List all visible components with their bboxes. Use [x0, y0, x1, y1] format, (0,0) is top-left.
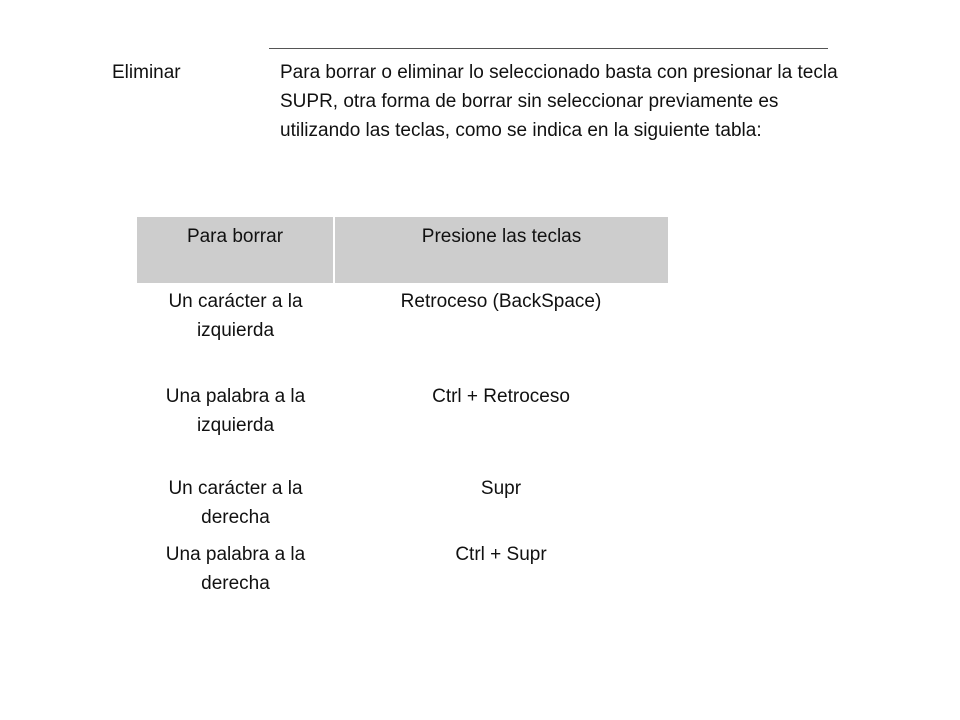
cell-keys: Supr [480, 478, 522, 499]
table-header-row [137, 217, 668, 283]
definition-text: Para borrar o eliminar lo seleccionado basta con presionar la tecla SUPR, otra forma de borrar sin seleccionar previamente es utilizando las teclas, como se indica en la siguiente tabla: [280, 62, 838, 141]
table-row [137, 283, 668, 378]
cell-keys: Ctrl + Retroceso [432, 386, 570, 407]
cell-action: Un carácter a la izquierda [168, 291, 303, 341]
delete-keys-table [137, 217, 668, 606]
table-row [137, 470, 668, 536]
cell-action: Un carácter a la derecha [168, 478, 303, 528]
header-presione-teclas: Presione las teclas [334, 217, 668, 283]
table-row [137, 378, 668, 470]
cell-action: Una palabra a la izquierda [165, 386, 306, 436]
top-divider-line [269, 48, 828, 49]
table-row [137, 536, 668, 606]
header-para-borrar: Para borrar [137, 217, 334, 283]
term-label: Eliminar [112, 62, 181, 83]
cell-action: Una palabra a la derecha [165, 544, 306, 594]
cell-keys: Ctrl + Supr [455, 544, 547, 565]
cell-keys: Retroceso (BackSpace) [400, 291, 602, 312]
